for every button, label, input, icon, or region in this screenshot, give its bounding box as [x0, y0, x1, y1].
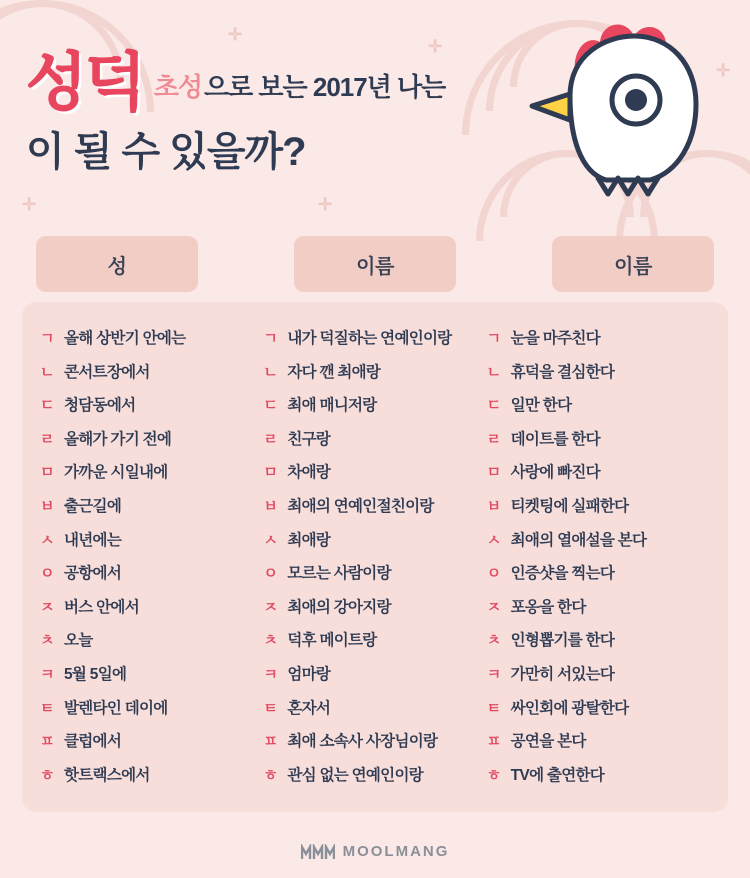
item-text: 가까운 시일내에 [64, 464, 168, 482]
item-text: 최애 소속사 사장님이랑 [287, 733, 438, 751]
item-text: 내년에는 [64, 531, 122, 549]
jamo-label: ㅊ [486, 632, 501, 650]
jamo-label: ㅁ [486, 464, 501, 482]
tab-given-name-2[interactable]: 이름 [552, 236, 714, 292]
item-text: 출근길에 [64, 497, 122, 515]
list-item[interactable] [40, 662, 263, 696]
item-text: 공연을 본다 [510, 733, 586, 751]
jamo-label: ㄷ [486, 397, 501, 415]
item-text: 포옹을 한다 [510, 598, 586, 616]
jamo-label: ㅌ [40, 699, 54, 717]
item-text: 덕후 메이트랑 [287, 632, 377, 650]
jamo-label: ㅇ [486, 565, 501, 583]
list-item[interactable] [263, 460, 486, 494]
plus-decoration: ✛ [22, 195, 37, 214]
jamo-label: ㅅ [263, 531, 278, 549]
column-tabs [0, 236, 750, 292]
jamo-label: ㄱ [40, 330, 54, 347]
list-item[interactable] [263, 696, 486, 730]
jamo-label: ㅊ [40, 632, 54, 650]
list-item[interactable] [487, 729, 710, 763]
item-text: 올해 상반기 안에는 [64, 330, 186, 347]
list-item[interactable] [263, 763, 486, 797]
header [0, 0, 750, 220]
list-item[interactable] [487, 360, 710, 394]
item-text: 클럽에서 [64, 733, 122, 751]
list-item[interactable] [40, 360, 263, 394]
chicken-mascot-icon [510, 12, 720, 207]
list-item[interactable] [40, 628, 263, 662]
item-text: 자다 깬 최애랑 [287, 363, 381, 381]
item-text: 오늘 [64, 632, 93, 650]
list-item[interactable] [263, 662, 486, 696]
jamo-label: ㅂ [486, 497, 501, 515]
list-item[interactable] [263, 360, 486, 394]
list-item[interactable] [40, 561, 263, 595]
list-item[interactable] [487, 696, 710, 730]
item-text: 관심 없는 연예인이랑 [287, 766, 423, 784]
plus-decoration: ✛ [318, 195, 333, 214]
list-item[interactable] [487, 662, 710, 696]
title-line-1 [26, 48, 526, 118]
chart-panel [22, 302, 728, 812]
jamo-label: ㅈ [486, 598, 501, 616]
jamo-label: ㄷ [40, 397, 54, 415]
item-text: 인형뽑기를 한다 [510, 632, 615, 650]
jamo-label: ㅅ [486, 531, 501, 549]
list-item[interactable] [40, 528, 263, 562]
list-item[interactable] [40, 595, 263, 629]
list-item[interactable] [263, 494, 486, 528]
list-item[interactable] [487, 460, 710, 494]
list-item[interactable] [40, 460, 263, 494]
list-item[interactable] [487, 561, 710, 595]
item-text: 혼자서 [287, 699, 331, 717]
jamo-label: ㅌ [263, 699, 278, 717]
item-text: 최애의 연예인절친이랑 [287, 497, 434, 515]
jamo-label: ㄴ [263, 363, 278, 381]
column-given-name-2 [487, 326, 710, 794]
item-text: 올해가 가기 전에 [64, 430, 172, 448]
item-text: 눈을 마주친다 [510, 330, 600, 347]
plus-decoration: ✛ [228, 25, 243, 44]
jamo-label: ㅈ [40, 598, 54, 616]
item-text: 발렌타인 데이에 [64, 699, 168, 717]
list-item[interactable] [263, 628, 486, 662]
plus-decoration: ✛ [428, 37, 443, 56]
item-text: 데이트를 한다 [510, 430, 600, 448]
item-text: 콘서트장에서 [64, 363, 150, 381]
list-item[interactable] [487, 595, 710, 629]
list-item[interactable] [487, 427, 710, 461]
jamo-label: ㅁ [263, 464, 278, 482]
item-text: 핫트랙스에서 [64, 766, 150, 784]
column-given-name-1 [263, 326, 486, 794]
jamo-label: ㄴ [486, 363, 501, 381]
item-text: 최애의 열애설을 본다 [510, 531, 647, 549]
list-item[interactable] [40, 326, 263, 360]
item-text: 최애랑 [287, 531, 331, 549]
jamo-label: ㄱ [486, 330, 501, 347]
footer-logo-text: MOOLMANG [342, 843, 450, 860]
item-text: 5월 5일에 [64, 665, 127, 683]
tab-surname[interactable]: 성 [36, 236, 198, 292]
list-item[interactable] [40, 763, 263, 797]
jamo-label: ㅈ [263, 598, 278, 616]
item-text: 티켓팅에 실패한다 [510, 497, 629, 515]
item-text: 휴덕을 결심한다 [510, 363, 615, 381]
column-surname [40, 326, 263, 794]
list-item[interactable] [263, 326, 486, 360]
list-item[interactable] [263, 528, 486, 562]
list-item[interactable] [40, 393, 263, 427]
jamo-label: ㄱ [263, 330, 278, 347]
item-text: 버스 안에서 [64, 598, 139, 616]
item-text: 엄마랑 [287, 665, 331, 683]
jamo-label: ㅋ [486, 665, 501, 683]
item-text: 인증샷을 찍는다 [510, 565, 615, 583]
list-item[interactable] [40, 427, 263, 461]
item-text: 친구랑 [287, 430, 331, 448]
title-line-2: 이 될 수 있을까? [26, 129, 306, 174]
jamo-label: ㄹ [263, 430, 278, 448]
jamo-label: ㄹ [486, 430, 501, 448]
jamo-label: ㅋ [40, 665, 54, 683]
item-text: 가만히 서있는다 [510, 665, 615, 683]
title-block [26, 48, 526, 177]
jamo-label: ㅋ [263, 665, 278, 683]
item-text: TV에 출연한다 [510, 766, 605, 784]
list-item[interactable] [40, 696, 263, 730]
list-item[interactable] [487, 528, 710, 562]
list-item[interactable] [40, 729, 263, 763]
jamo-label: ㅍ [263, 733, 278, 751]
list-item[interactable] [487, 763, 710, 797]
tab-given-name-1[interactable]: 이름 [294, 236, 456, 292]
item-text: 최애 매니저랑 [287, 397, 377, 415]
plus-decoration: ✛ [716, 61, 731, 80]
jamo-label: ㅎ [40, 766, 54, 784]
list-item[interactable] [40, 494, 263, 528]
item-text: 일만 한다 [510, 397, 572, 415]
jamo-label: ㅎ [486, 766, 501, 784]
jamo-label: ㄴ [40, 363, 54, 381]
list-item[interactable] [263, 595, 486, 629]
item-text: 싸인회에 광탈한다 [510, 699, 629, 717]
jamo-label: ㄹ [40, 430, 54, 448]
jamo-label: ㅂ [263, 497, 278, 515]
jamo-label: ㅎ [263, 766, 278, 784]
list-item[interactable] [487, 494, 710, 528]
item-text: 내가 덕질하는 연예인이랑 [287, 330, 452, 347]
jamo-label: ㅍ [486, 733, 501, 751]
item-text: 사랑에 빠진다 [510, 464, 600, 482]
list-item[interactable] [263, 561, 486, 595]
footer [0, 843, 750, 860]
item-text: 차애랑 [287, 464, 331, 482]
title-tail [154, 67, 446, 114]
item-text: 청담동에서 [64, 397, 136, 415]
list-item[interactable] [487, 628, 710, 662]
brand-word: 성덕 [26, 48, 144, 118]
item-text: 공항에서 [64, 565, 122, 583]
jamo-label: ㅍ [40, 733, 54, 751]
list-item[interactable] [263, 427, 486, 461]
moolmang-logo-icon [301, 844, 335, 860]
item-text: 모르는 사람이랑 [287, 565, 391, 583]
subtitle-highlight: 초성 [153, 71, 202, 102]
jamo-label: ㅂ [40, 497, 54, 515]
jamo-label: ㅊ [263, 632, 278, 650]
jamo-label: ㅇ [40, 565, 54, 583]
jamo-label: ㄷ [263, 397, 278, 415]
item-text: 최애의 강아지랑 [287, 598, 391, 616]
jamo-label: ㅌ [486, 699, 501, 717]
list-item[interactable] [487, 393, 710, 427]
jamo-label: ㅁ [40, 464, 54, 482]
jamo-label: ㅅ [40, 531, 54, 549]
list-item[interactable] [263, 729, 486, 763]
jamo-label: ㅇ [263, 565, 278, 583]
list-item[interactable] [263, 393, 486, 427]
subtitle-rest: 으로 보는 2017년 나는 [203, 71, 446, 102]
list-item[interactable] [487, 326, 710, 360]
